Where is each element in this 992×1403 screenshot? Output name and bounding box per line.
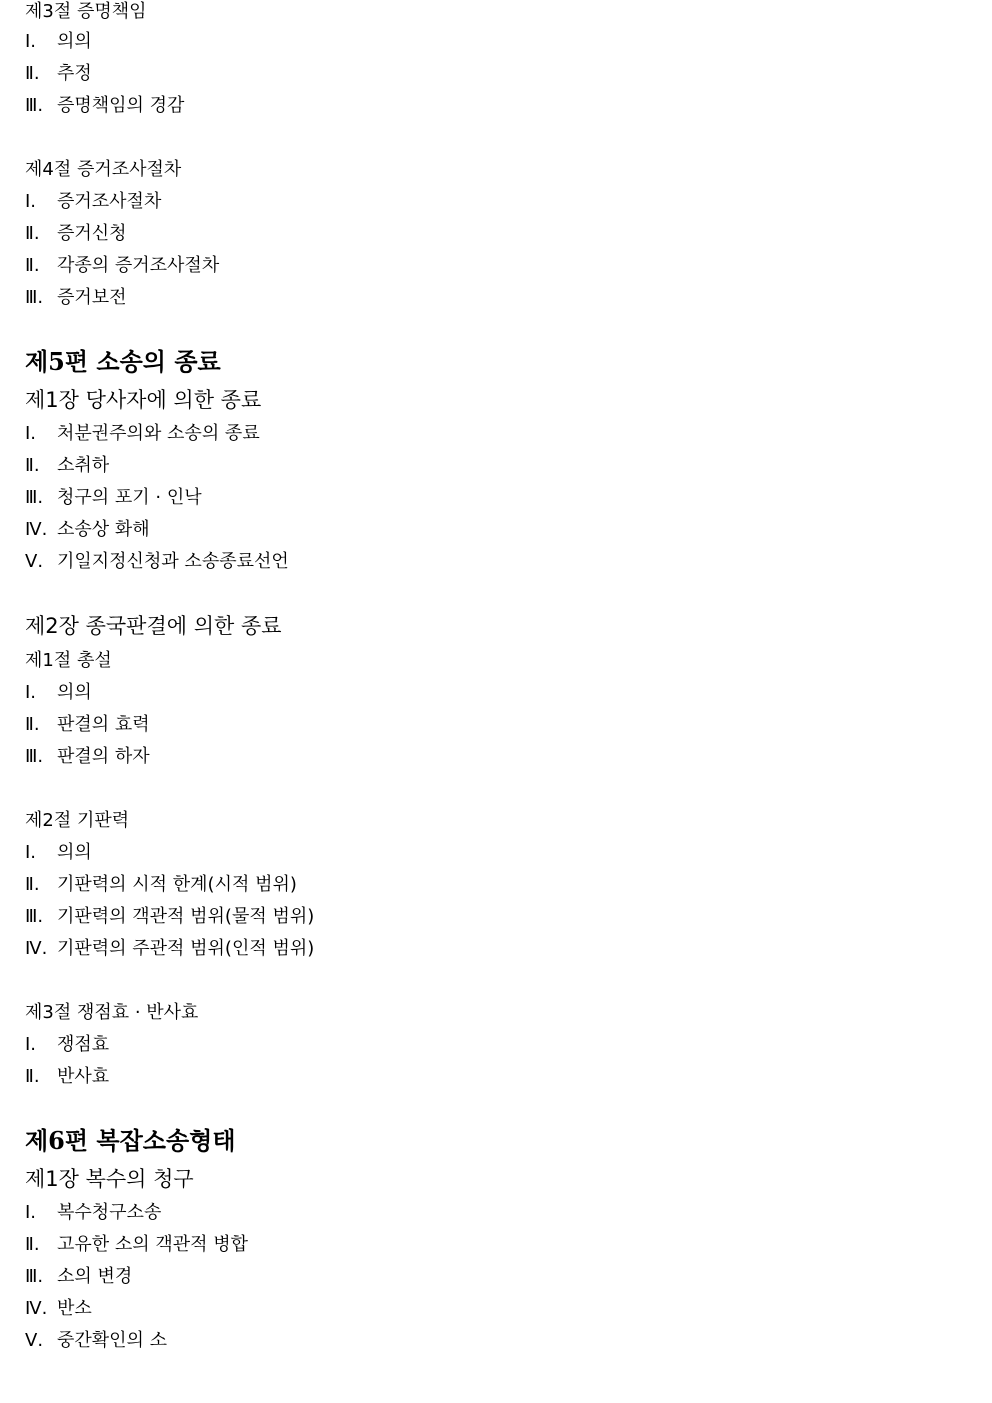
chapter-heading: 제1장 당사자에 의한 종료 xyxy=(25,388,262,412)
item-text: 소송상 화해 xyxy=(57,519,150,540)
list-item xyxy=(25,97,184,115)
item-text: 고유한 소의 객관적 병합 xyxy=(57,1234,249,1255)
item-number: Ⅲ. xyxy=(25,906,44,927)
list-item xyxy=(25,716,150,734)
item-text: 의의 xyxy=(57,31,92,52)
item-number: Ⅰ. xyxy=(25,682,37,703)
item-number: Ⅱ. xyxy=(25,1234,40,1255)
item-number: Ⅱ. xyxy=(25,63,40,84)
item-number: Ⅳ. xyxy=(25,1298,48,1319)
part-heading: 제6편 복잡소송형태 xyxy=(25,1126,236,1155)
list-item xyxy=(25,1236,248,1254)
item-text: 판결의 효력 xyxy=(57,714,150,735)
list-item xyxy=(25,457,109,475)
list-item xyxy=(25,65,92,83)
list-item xyxy=(25,876,297,894)
item-number: Ⅲ. xyxy=(25,287,44,308)
item-number: Ⅰ. xyxy=(25,1034,37,1055)
item-number: Ⅱ. xyxy=(25,1066,40,1087)
list-item xyxy=(25,940,314,958)
item-text: 중간확인의 소 xyxy=(57,1330,168,1351)
list-item xyxy=(25,193,161,211)
list-item xyxy=(25,33,92,51)
chapter-heading: 제2장 종국판결에 의한 종료 xyxy=(25,614,282,638)
item-number: Ⅰ. xyxy=(25,191,37,212)
list-item xyxy=(25,1036,109,1054)
list-item xyxy=(25,1332,167,1350)
item-text: 기판력의 시적 한계(시적 범위) xyxy=(57,874,297,895)
list-item xyxy=(25,1300,92,1318)
section-heading: 제3절 증명책임 xyxy=(25,1,147,22)
section-heading: 제1절 총설 xyxy=(25,650,112,671)
list-item xyxy=(25,844,92,862)
item-text: 의의 xyxy=(57,682,92,703)
item-number: Ⅰ. xyxy=(25,423,37,444)
item-number: Ⅱ. xyxy=(25,255,40,276)
list-item xyxy=(25,289,127,307)
item-number: Ⅱ. xyxy=(25,874,40,895)
item-number: Ⅴ. xyxy=(25,1330,44,1351)
item-number: Ⅱ. xyxy=(25,455,40,476)
item-number: Ⅲ. xyxy=(25,746,44,767)
item-number: Ⅳ. xyxy=(25,519,48,540)
list-item xyxy=(25,489,202,507)
item-text: 복수청구소송 xyxy=(57,1202,162,1223)
item-text: 반사효 xyxy=(57,1066,110,1087)
item-number: Ⅱ. xyxy=(25,223,40,244)
item-text: 소취하 xyxy=(57,455,110,476)
section-heading: 제2절 기판력 xyxy=(25,810,130,831)
item-number: Ⅲ. xyxy=(25,95,44,116)
item-text: 소의 변경 xyxy=(57,1266,133,1287)
item-number: Ⅰ. xyxy=(25,1202,37,1223)
list-item xyxy=(25,684,92,702)
item-text: 의의 xyxy=(57,842,92,863)
list-item xyxy=(25,553,289,571)
item-text: 증거조사절차 xyxy=(57,191,162,212)
item-number: Ⅰ. xyxy=(25,842,37,863)
item-text: 판결의 하자 xyxy=(57,746,150,767)
list-item xyxy=(25,257,219,275)
section-heading: 제3절 쟁점효 · 반사효 xyxy=(25,1002,199,1023)
list-item xyxy=(25,225,127,243)
item-text: 추정 xyxy=(57,63,92,84)
list-item xyxy=(25,908,314,926)
item-number: Ⅰ. xyxy=(25,31,37,52)
item-text: 기일지정신청과 소송종료선언 xyxy=(57,551,289,572)
item-text: 쟁점효 xyxy=(57,1034,110,1055)
item-text: 증거보전 xyxy=(57,287,127,308)
section-heading: 제4절 증거조사절차 xyxy=(25,159,182,180)
list-item xyxy=(25,521,150,539)
list-item xyxy=(25,1204,161,1222)
item-text: 반소 xyxy=(57,1298,92,1319)
item-number: Ⅱ. xyxy=(25,714,40,735)
item-text: 증명책임의 경감 xyxy=(57,95,185,116)
list-item xyxy=(25,1268,132,1286)
item-text: 증거신청 xyxy=(57,223,127,244)
list-item xyxy=(25,1068,109,1086)
item-number: Ⅳ. xyxy=(25,938,48,959)
chapter-heading: 제1장 복수의 청구 xyxy=(25,1167,194,1191)
list-item xyxy=(25,748,150,766)
item-number: Ⅲ. xyxy=(25,487,44,508)
item-text: 처분권주의와 소송의 종료 xyxy=(57,423,260,444)
item-number: Ⅲ. xyxy=(25,1266,44,1287)
item-text: 청구의 포기 · 인낙 xyxy=(57,487,202,508)
item-text: 각종의 증거조사절차 xyxy=(57,255,220,276)
item-number: Ⅴ. xyxy=(25,551,44,572)
part-heading: 제5편 소송의 종료 xyxy=(25,347,221,376)
list-item xyxy=(25,425,260,443)
item-text: 기판력의 객관적 범위(물적 범위) xyxy=(57,906,315,927)
item-text: 기판력의 주관적 범위(인적 범위) xyxy=(57,938,315,959)
